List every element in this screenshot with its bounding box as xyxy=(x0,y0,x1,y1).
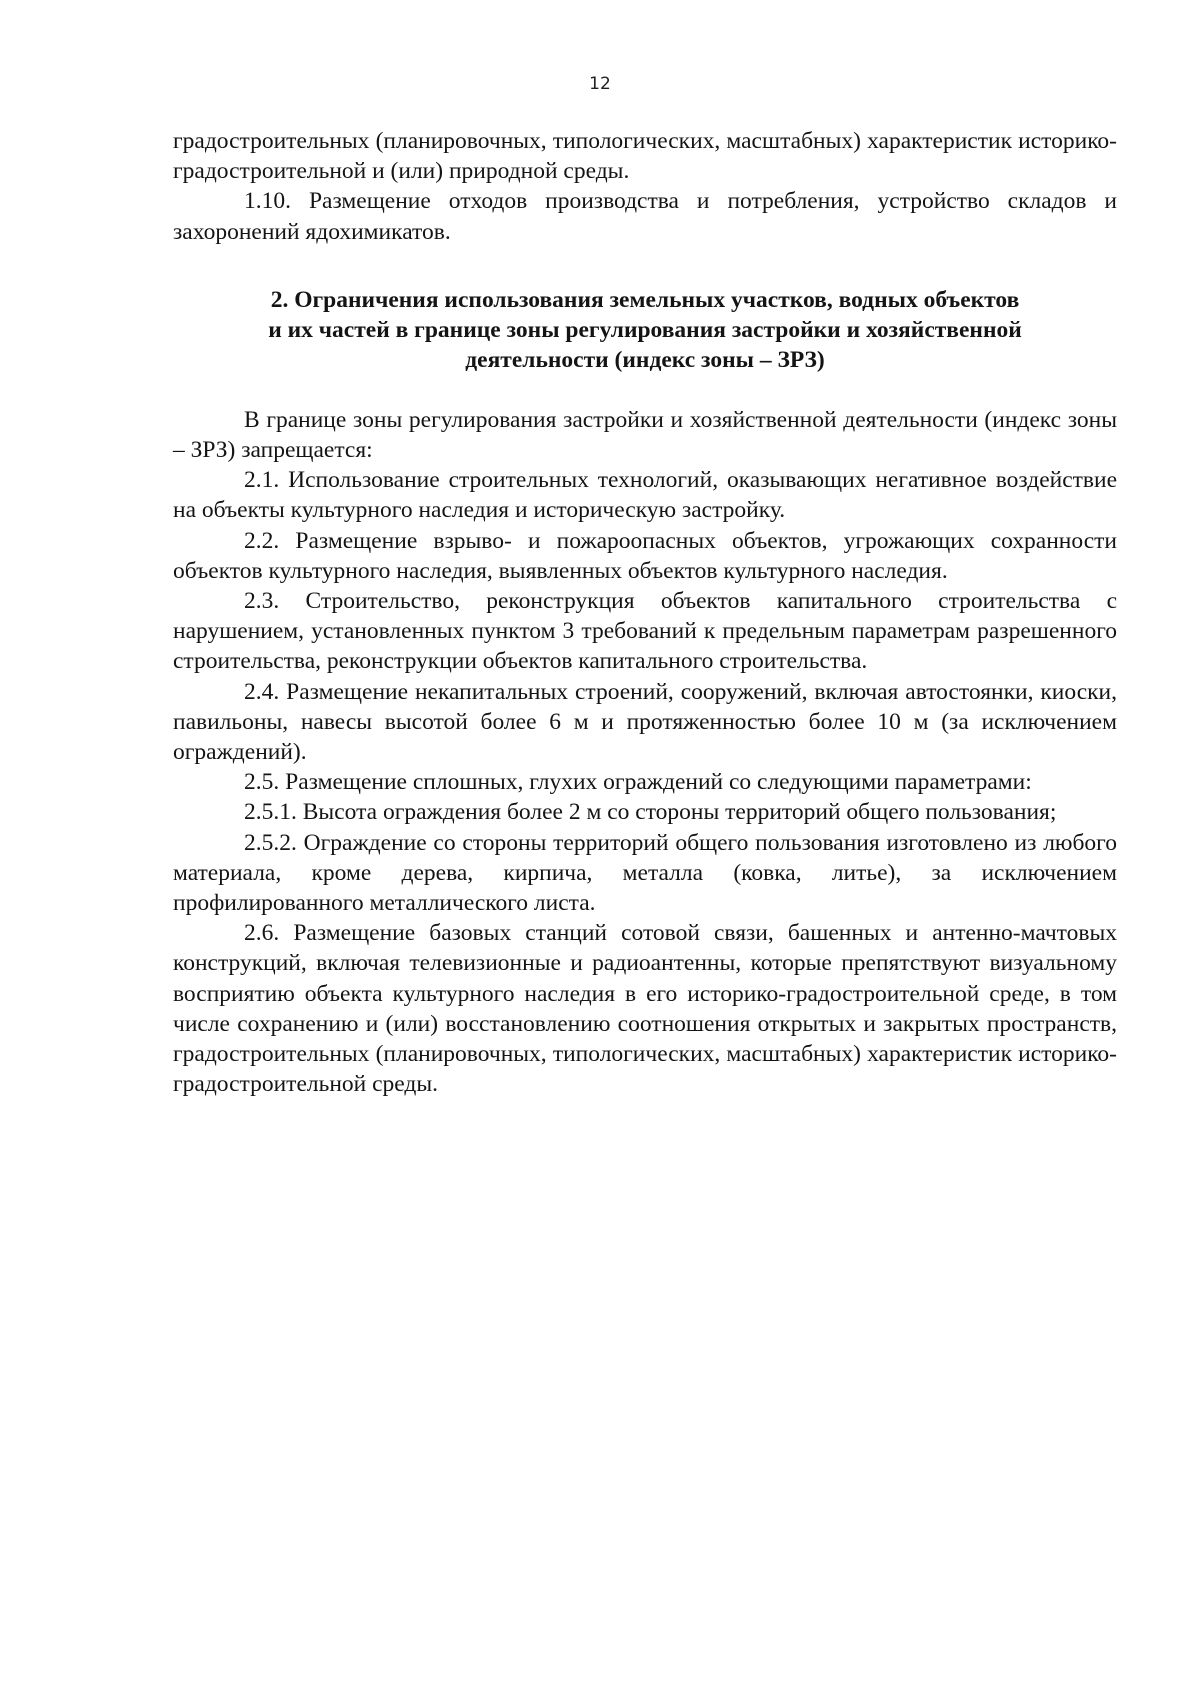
item-2-4: 2.4. Размещение некапитальных строений, сооружений, включая автостоянки, киоски, павильоны, навесы высотой более 6 м и протяженностью более 10 м (за исключением ограждений). xyxy=(173,678,1117,766)
continuation-paragraph: градостроительных (планировочных, типологических, масштабных) характеристик историко-градостроительной и (или) природной среды. xyxy=(173,128,1117,185)
item-2-1: 2.1. Использование строительных технологий, оказывающих негативное воздействие на объекты культурного наследия и историческую застройку. xyxy=(173,467,1117,524)
section-heading-line: и их частей в границе зоны регулирования застройки и хозяйственной xyxy=(268,316,1022,343)
page-body xyxy=(173,126,1117,1099)
section-intro: В границе зоны регулирования застройки и хозяйственной деятельности (индекс зоны – ЗРЗ) запрещается: xyxy=(173,406,1117,464)
spacer xyxy=(173,247,1117,285)
item-2-5-1: 2.5.1. Высота ограждения более 2 м со стороны территорий общего пользования; xyxy=(244,799,1057,826)
section-heading-line: 2. Ограничения использования земельных участков, водных объектов xyxy=(270,286,1020,313)
item-2-2: 2.2. Размещение взрыво- и пожароопасных объектов, угрожающих сохранности объектов культурного наследия, выявленных объектов культурного наследия. xyxy=(173,527,1117,584)
paragraph-1-10: 1.10. Размещение отходов производства и потребления, устройство складов и захоронений ядохимикатов. xyxy=(173,188,1117,245)
item-2-3: 2.3. Строительство, реконструкция объектов капитального строительства с нарушением, установленных пунктом 3 требований к предельным параметрам разрешенного строительства, реконструкции объектов капитального строительства. xyxy=(173,588,1117,675)
section-heading xyxy=(173,285,1117,375)
spacer xyxy=(173,375,1117,405)
item-2-5-2: 2.5.2. Ограждение со стороны территорий общего пользования изготовлено из любого материала, кроме дерева, кирпича, металла (ковка, литье), за исключением профилированного металлического листа. xyxy=(173,829,1117,917)
section-heading-line: деятельности (индекс зоны – ЗРЗ) xyxy=(465,346,825,373)
item-2-6: 2.6. Размещение базовых станций сотовой связи, башенных и антенно-мачтовых конструкций, включая телевизионные и радиоантенны, которые препятствуют визуальному восприятию объекта культурного наследия в его историко-градостроительной среде, в том числе сохранению и (или) восстановлению соотношения открытых и закрытых пространств, градостроительных (планировочных, типологических, масштабных) характеристик историко-градостроительной среды. xyxy=(173,920,1117,1098)
item-2-5: 2.5. Размещение сплошных, глухих ограждений со следующими параметрами: xyxy=(244,769,1032,796)
page-number: 12 xyxy=(589,74,611,94)
